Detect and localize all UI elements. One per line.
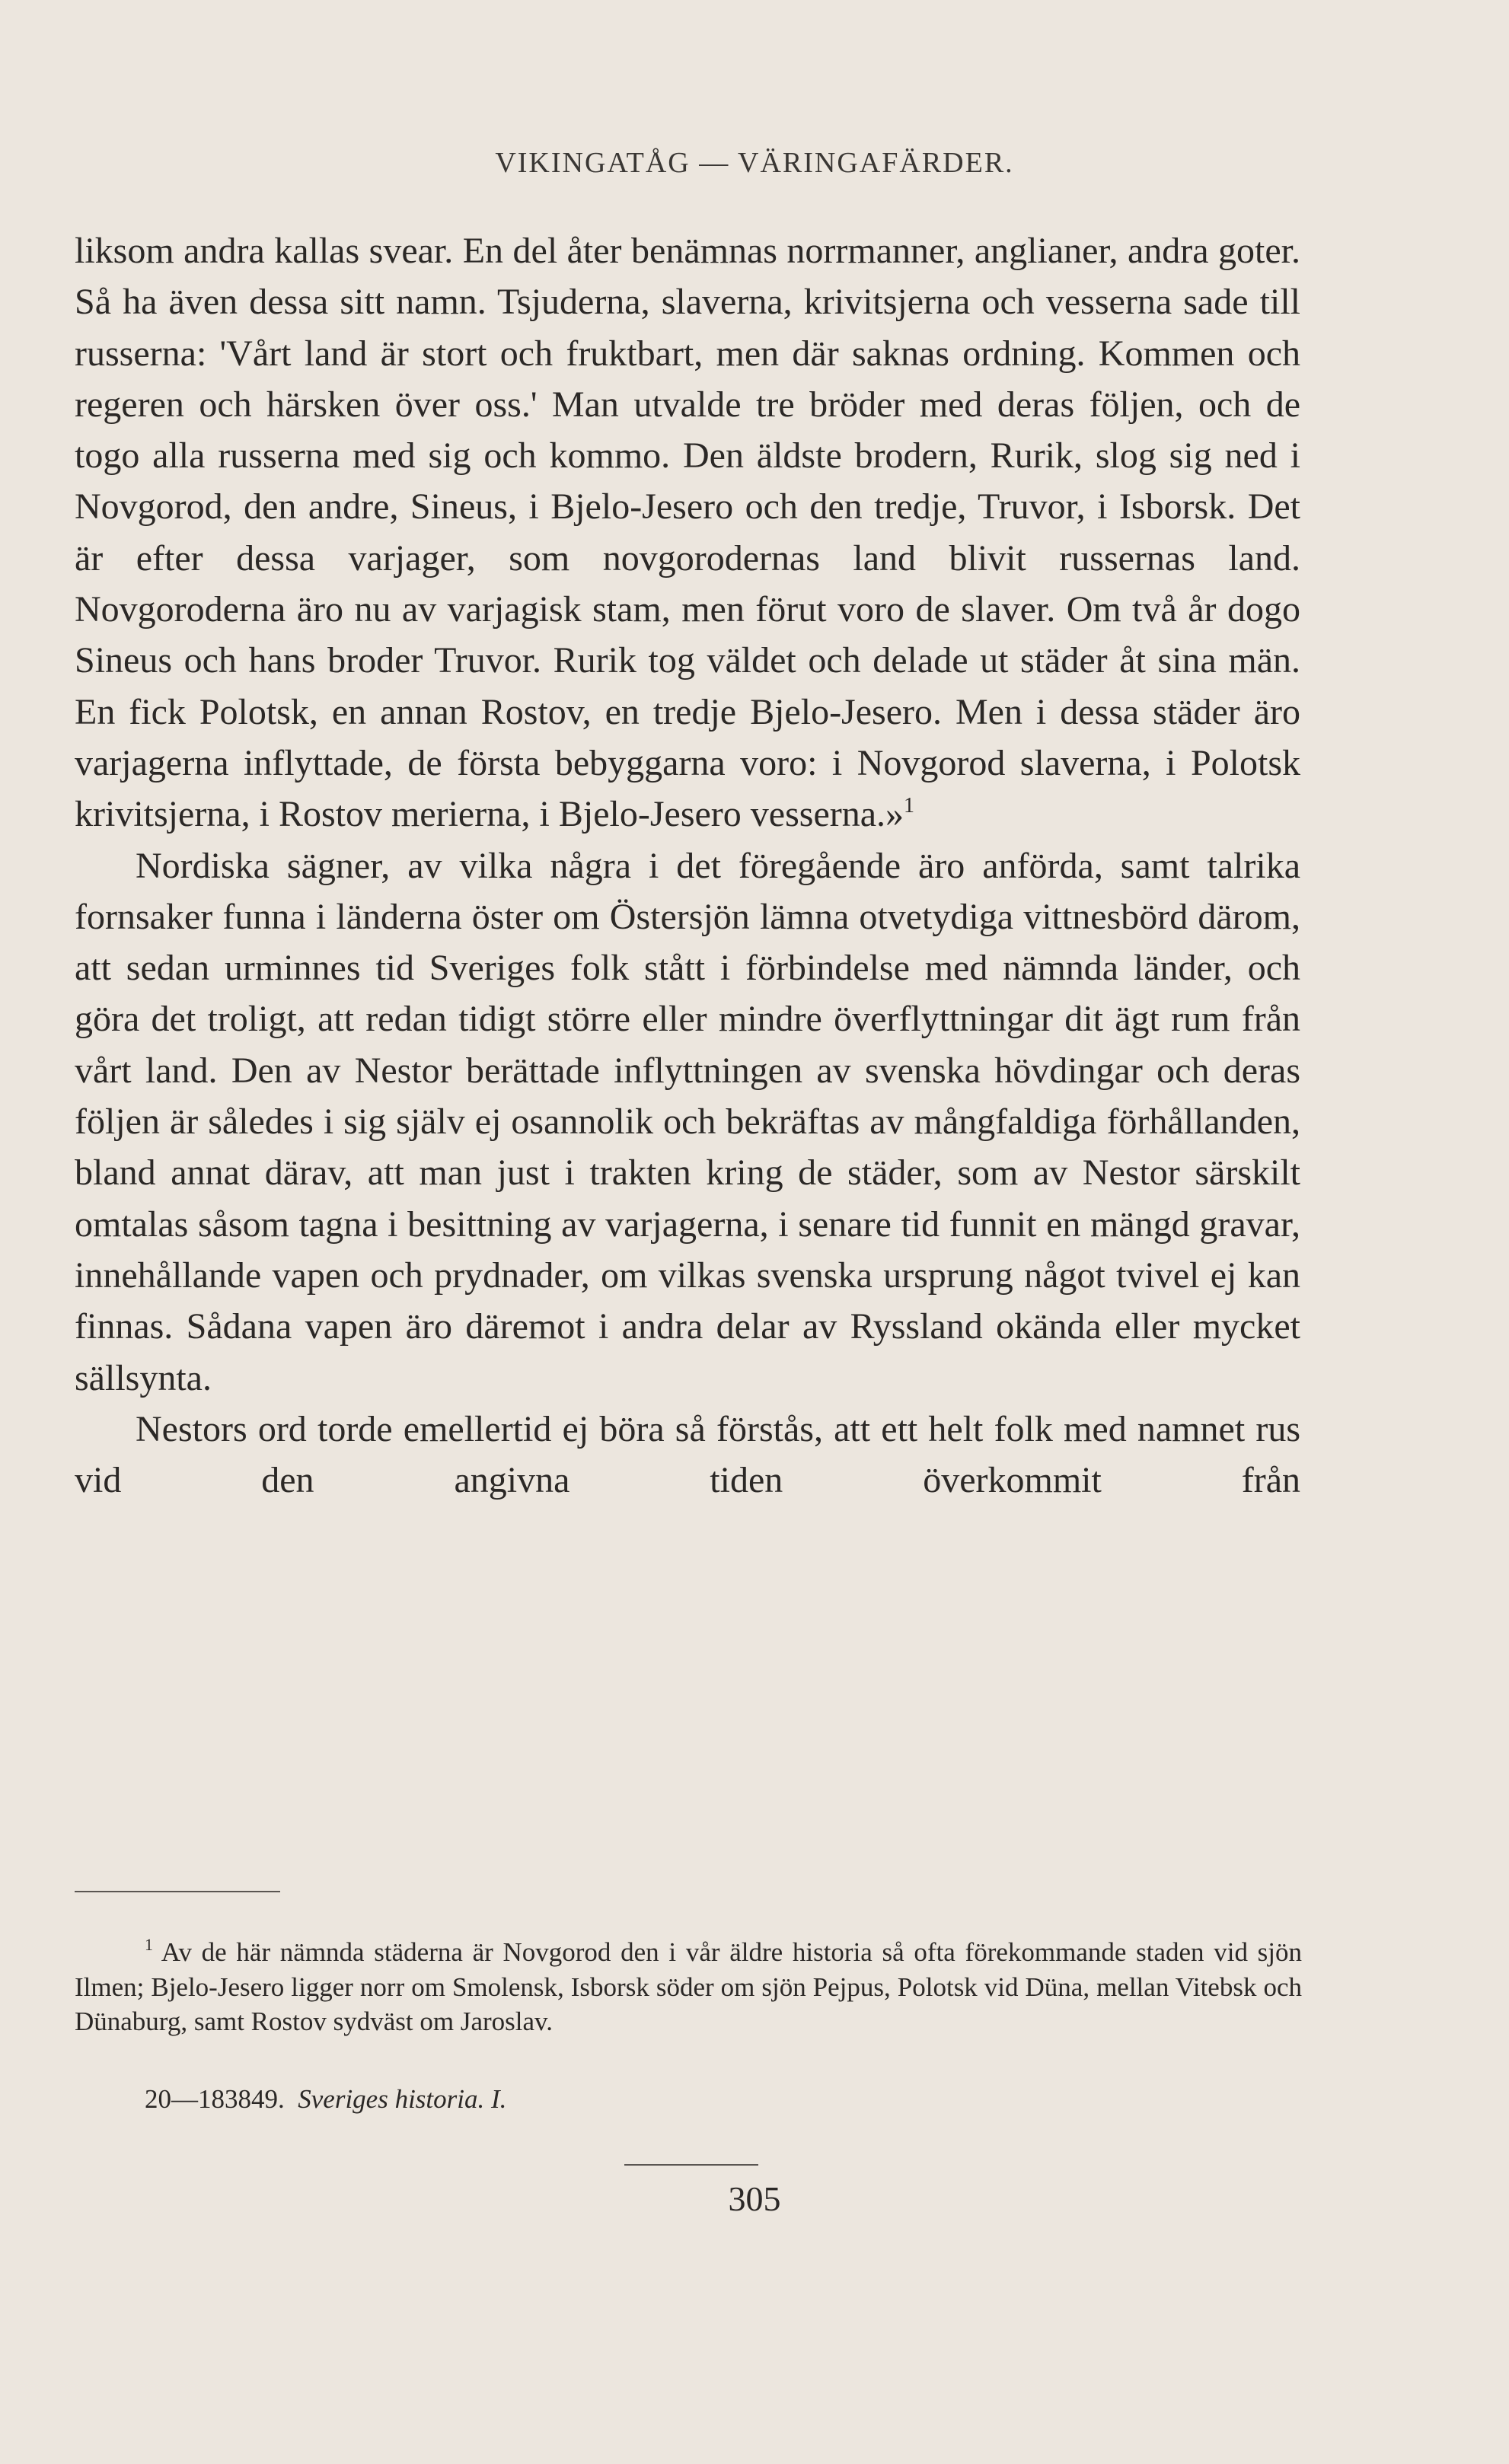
paragraph-1-text: liksom andra kallas svear. En del åter benämnas norrmanner, anglianer, andra goter. Så ha även dessa sitt namn. Tsjuderna, slaverna, krivitsjerna och vesserna sade till russerna: 'Vårt land är stort och fruktbart, men där saknas ordning. Kommen och regeren och härsken över oss.' Man utvalde tre bröder med deras följen, och de togo alla russerna med sig och kommo. Den äldste brodern, Rurik, slog sig ned i Novgorod, den andre, Sineus, i Bjelo-Jesero och den tredje, Truvor, i Isborsk. Det är efter dessa varjager, som novgorodernas land blivit russernas land. Novgoroderna äro nu av varjagisk stam, men förut voro de slaver. Om två år dogo Sineus och hans broder Truvor. Rurik tog väldet och delade ut städer åt sina män. En fick Polotsk, en annan Rostov, en tredje Bjelo-Jesero. Men i dessa städer äro varjagerna inflyttade, de första bebyggarna voro: i Novgorod slaverna, i Polotsk krivitsjerna, i Rostov merierna, i Bjelo-Jesero vesserna.»: [75, 231, 1300, 835]
paragraph-3: Nestors ord torde emellertid ej böra så förstås, att ett helt folk med namnet rus vid den angivna tiden överkommit från: [75, 1408, 1300, 1501]
paragraph-1: [75, 225, 1300, 840]
paragraph-2: Nordiska sägner, av vilka några i det föregående äro anförda, samt talrika fornsaker funna i länderna öster om Östersjön lämna otvetydiga vittnesbörd därom, att sedan urminnes tid Sveriges folk stått i förbindelse med nämnda länder, och göra det troligt, att redan tidigt större eller mindre överflyttningar dit ägt rum från vårt land. Den av Nestor berättade inflyttningen av svenska hövdingar och deras följen är således i sig själv ej osannolik och bekräftas av mångfaldiga förhållanden, bland annat därav, att man just i trakten kring de städer, som av Nestor särskilt omtalas såsom tagna i besittning av varjagerna, i senare tid funnit en mängd gravar, innehållande vapen och prydnader, om vilkas svenska ursprung något tvivel ej kan finnas. Sådana vapen äro däremot i andra delar av Ryssland okända eller mycket sällsynta.: [75, 845, 1300, 1398]
page-number-divider: [624, 2164, 758, 2166]
running-title: VIKINGATÅG — VÄRINGAFÄRDER.: [495, 147, 1014, 179]
signature-number: 20—183849.: [145, 2084, 285, 2114]
footnotes: [75, 1927, 1302, 2039]
signature-title: Sveriges historia. I.: [298, 2084, 507, 2114]
page-number: 305: [728, 2179, 781, 2218]
footnote-divider: [75, 1891, 280, 1892]
footnote-text: Av de här nämnda städerna är Novgorod den i vår äldre historia så ofta förekommande staden vid sjön Ilmen; Bjelo-Jesero ligger norr om Smolensk, Isborsk söder om sjön Pejpus, Polotsk vid Düna, mellan Vitebsk och Dünaburg, samt Rostov sydväst om Jaroslav.: [75, 1937, 1302, 2036]
footnote-reference: 1: [904, 794, 915, 818]
main-text: [75, 225, 1300, 1506]
footnote-1: [75, 1927, 1302, 2039]
footnote-mark: 1: [145, 1935, 153, 1954]
printer-signature: [145, 2084, 506, 2115]
